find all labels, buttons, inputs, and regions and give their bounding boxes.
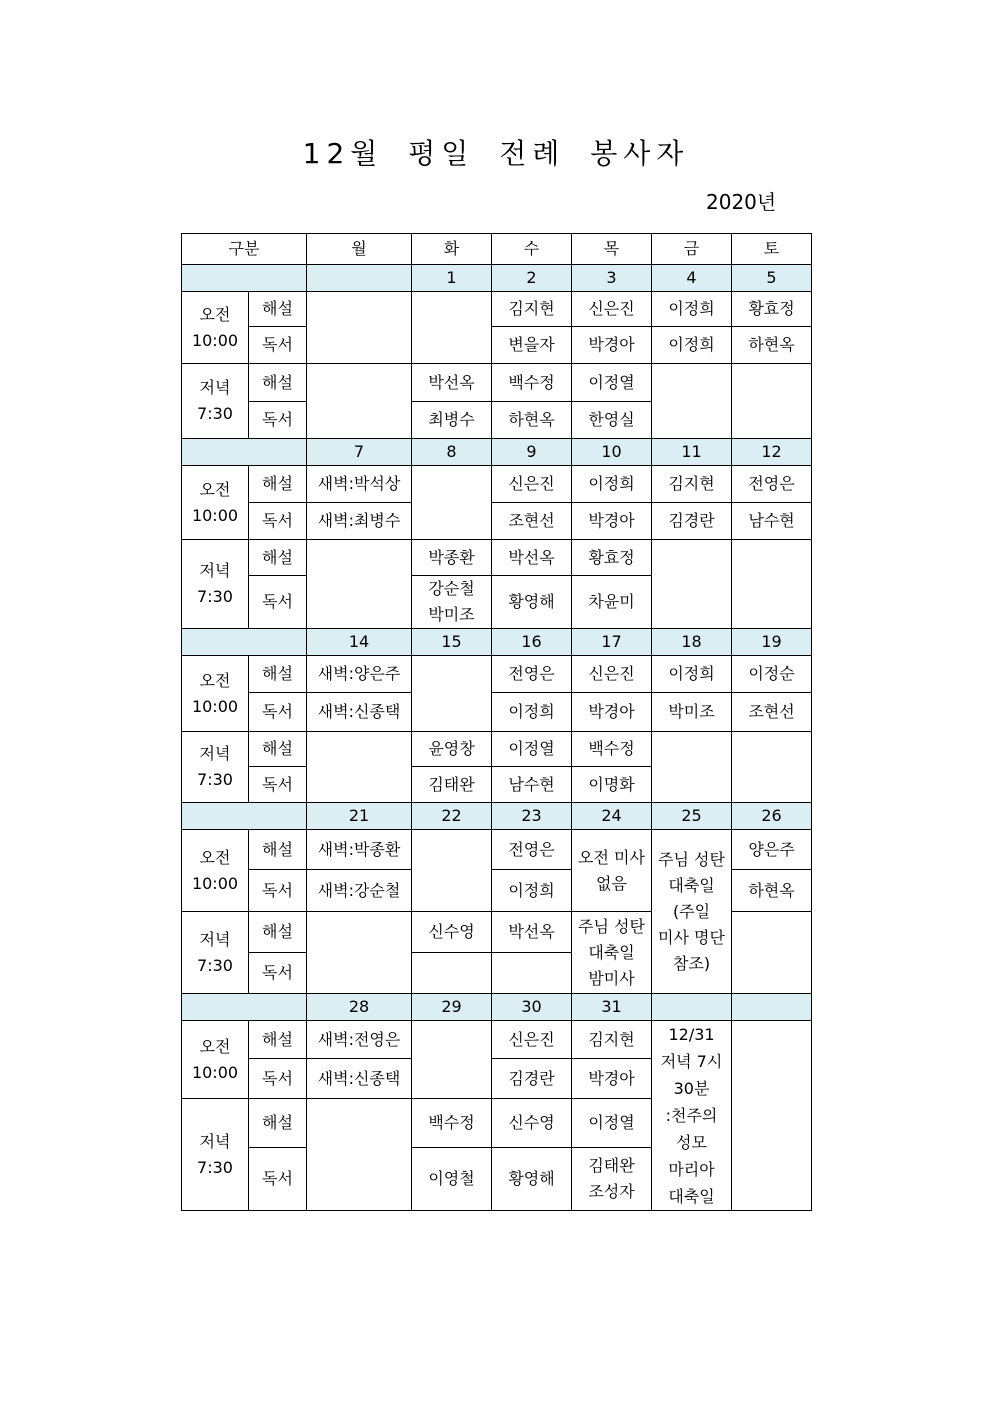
- volunteer-cell: 새벽:양은주: [307, 656, 412, 693]
- role-reading: 독서: [249, 1059, 307, 1099]
- volunteer-cell: [412, 656, 492, 732]
- date-cell: 24: [572, 803, 652, 830]
- date-cell: 26: [732, 803, 812, 830]
- volunteer-cell: 신수영: [412, 912, 492, 953]
- volunteer-cell: 새벽:전영은: [307, 1021, 412, 1059]
- volunteer-cell: 이정순: [732, 656, 812, 693]
- role-reading: 독서: [249, 576, 307, 629]
- volunteer-cell: 박미조: [652, 693, 732, 732]
- date-cell: [732, 994, 812, 1021]
- date-row: [182, 439, 812, 466]
- volunteer-cell: 하현옥: [732, 327, 812, 364]
- volunteer-cell: [732, 364, 812, 439]
- date-cell: 25: [652, 803, 732, 830]
- role-reading: 독서: [249, 953, 307, 994]
- volunteer-cell: [652, 732, 732, 803]
- morning-label: 오전 10:00: [182, 292, 249, 364]
- schedule-table: [181, 233, 812, 1211]
- table-row: [182, 327, 812, 364]
- volunteer-cell: [652, 540, 732, 629]
- volunteer-cell: 강순철 박미조: [412, 576, 492, 629]
- volunteer-cell: 전영은: [492, 656, 572, 693]
- evening-label: 저녁 7:30: [182, 912, 249, 994]
- date-row: [182, 803, 812, 830]
- volunteer-cell: 조현선: [492, 503, 572, 540]
- volunteer-cell: 박경아: [572, 327, 652, 364]
- volunteer-cell: 남수현: [492, 767, 572, 803]
- volunteer-cell: [732, 540, 812, 629]
- volunteer-cell: [412, 466, 492, 540]
- volunteer-cell: 최병수: [412, 402, 492, 439]
- header-thu: 목: [572, 234, 652, 265]
- volunteer-cell: 박선옥: [492, 540, 572, 576]
- date-cell: 31: [572, 994, 652, 1021]
- volunteer-cell: 이정희: [492, 870, 572, 912]
- header-fri: 금: [652, 234, 732, 265]
- volunteer-cell: 새벽:신종택: [307, 693, 412, 732]
- date-cell: 23: [492, 803, 572, 830]
- volunteer-cell: 신은진: [492, 1021, 572, 1059]
- date-cell: 28: [307, 994, 412, 1021]
- volunteer-cell: 신수영: [492, 1099, 572, 1148]
- note-cell: 12/31 저녁 7시 30분 :천주의 성모 마리아 대축일: [652, 1021, 732, 1211]
- role-commentary: 해설: [249, 912, 307, 953]
- volunteer-cell: 새벽:강순철: [307, 870, 412, 912]
- volunteer-cell: [412, 953, 492, 994]
- header-mon: 월: [307, 234, 412, 265]
- volunteer-cell: 김경란: [652, 503, 732, 540]
- volunteer-cell: 김태완: [412, 767, 492, 803]
- date-cell: 14: [307, 629, 412, 656]
- note-cell: 주님 성탄 대축일 밤미사: [572, 912, 652, 994]
- role-commentary: 해설: [249, 466, 307, 503]
- volunteer-cell: 이정희: [572, 466, 652, 503]
- volunteer-cell: 백수정: [492, 364, 572, 402]
- date-cell: 29: [412, 994, 492, 1021]
- volunteer-cell: 조현선: [732, 693, 812, 732]
- date-cell: 18: [652, 629, 732, 656]
- volunteer-cell: 김지현: [572, 1021, 652, 1059]
- volunteer-cell: [307, 912, 412, 994]
- volunteer-cell: 새벽:최병수: [307, 503, 412, 540]
- header-wed: 수: [492, 234, 572, 265]
- volunteer-cell: [492, 953, 572, 994]
- header-row: [182, 234, 812, 265]
- evening-label: 저녁 7:30: [182, 364, 249, 439]
- volunteer-cell: 신은진: [572, 292, 652, 327]
- volunteer-cell: 백수정: [572, 732, 652, 767]
- date-cell: 2: [492, 265, 572, 292]
- volunteer-cell: 이정희: [652, 292, 732, 327]
- volunteer-cell: 윤영창: [412, 732, 492, 767]
- volunteer-cell: 한영실: [572, 402, 652, 439]
- morning-label: 오전 10:00: [182, 830, 249, 912]
- volunteer-cell: [732, 732, 812, 803]
- volunteer-cell: [307, 540, 412, 629]
- volunteer-cell: 김경란: [492, 1059, 572, 1099]
- note-cell: 오전 미사 없음: [572, 830, 652, 912]
- volunteer-cell: 하현옥: [492, 402, 572, 439]
- role-reading: 독서: [249, 693, 307, 732]
- volunteer-cell: 박종환: [412, 540, 492, 576]
- volunteer-cell: 이정희: [652, 656, 732, 693]
- volunteer-cell: 전영은: [492, 830, 572, 870]
- volunteer-cell: 김태완 조성자: [572, 1148, 652, 1211]
- role-reading: 독서: [249, 327, 307, 364]
- table-row: [182, 503, 812, 540]
- volunteer-cell: [652, 364, 732, 439]
- volunteer-cell: 박경아: [572, 693, 652, 732]
- date-cell: 15: [412, 629, 492, 656]
- evening-label: 저녁 7:30: [182, 540, 249, 629]
- date-cell: 12: [732, 439, 812, 466]
- date-cell: 5: [732, 265, 812, 292]
- role-reading: 독서: [249, 1148, 307, 1211]
- volunteer-cell: [307, 1099, 412, 1211]
- role-commentary: 해설: [249, 732, 307, 767]
- role-commentary: 해설: [249, 656, 307, 693]
- table-row: [182, 656, 812, 693]
- date-cell: 21: [307, 803, 412, 830]
- volunteer-cell: 전영은: [732, 466, 812, 503]
- volunteer-cell: 신은진: [492, 466, 572, 503]
- table-row: [182, 1021, 812, 1059]
- role-commentary: 해설: [249, 292, 307, 327]
- date-cell: 3: [572, 265, 652, 292]
- date-cell: 19: [732, 629, 812, 656]
- volunteer-cell: 박경아: [572, 503, 652, 540]
- volunteer-cell: 김지현: [652, 466, 732, 503]
- role-reading: 독서: [249, 767, 307, 803]
- volunteer-cell: [307, 732, 412, 803]
- role-commentary: 해설: [249, 830, 307, 870]
- volunteer-cell: 황효정: [572, 540, 652, 576]
- volunteer-cell: 이정희: [492, 693, 572, 732]
- date-cell: 4: [652, 265, 732, 292]
- header-category: 구분: [182, 234, 307, 265]
- date-row: [182, 265, 812, 292]
- volunteer-cell: 박경아: [572, 1059, 652, 1099]
- volunteer-cell: [732, 912, 812, 994]
- volunteer-cell: 신은진: [572, 656, 652, 693]
- volunteer-cell: [307, 364, 412, 439]
- date-cell: 9: [492, 439, 572, 466]
- evening-label: 저녁 7:30: [182, 1099, 249, 1211]
- date-cell: 7: [307, 439, 412, 466]
- date-cell: 17: [572, 629, 652, 656]
- table-row: [182, 732, 812, 767]
- page-title: 12월 평일 전례 봉사자: [302, 137, 690, 170]
- volunteer-cell: 양은주: [732, 830, 812, 870]
- date-cell: 11: [652, 439, 732, 466]
- volunteer-cell: 백수정: [412, 1099, 492, 1148]
- volunteer-cell: 황영해: [492, 1148, 572, 1211]
- date-cell: 30: [492, 994, 572, 1021]
- volunteer-cell: 이정희: [652, 327, 732, 364]
- volunteer-cell: 이정열: [572, 364, 652, 402]
- date-cell: 8: [412, 439, 492, 466]
- volunteer-cell: 하현옥: [732, 870, 812, 912]
- date-cell: [307, 265, 412, 292]
- table-row: [182, 292, 812, 327]
- volunteer-cell: 새벽:박석상: [307, 466, 412, 503]
- date-cell: 1: [412, 265, 492, 292]
- volunteer-cell: [732, 1021, 812, 1211]
- volunteer-cell: 김지현: [492, 292, 572, 327]
- role-commentary: 해설: [249, 540, 307, 576]
- volunteer-cell: 새벽:박종환: [307, 830, 412, 870]
- volunteer-cell: [412, 292, 492, 364]
- volunteer-cell: 새벽:신종택: [307, 1059, 412, 1099]
- date-row: [182, 994, 812, 1021]
- role-reading: 독서: [249, 402, 307, 439]
- role-commentary: 해설: [249, 1099, 307, 1148]
- volunteer-cell: 황효정: [732, 292, 812, 327]
- date-cell: 10: [572, 439, 652, 466]
- table-row: [182, 466, 812, 503]
- volunteer-cell: [412, 830, 492, 912]
- role-commentary: 해설: [249, 364, 307, 402]
- volunteer-cell: 차윤미: [572, 576, 652, 629]
- date-row: [182, 629, 812, 656]
- volunteer-cell: 이정열: [492, 732, 572, 767]
- volunteer-cell: 변을자: [492, 327, 572, 364]
- date-cell: 22: [412, 803, 492, 830]
- note-cell: 주님 성탄 대축일 (주일 미사 명단 참조): [652, 830, 732, 994]
- table-row: [182, 540, 812, 576]
- evening-label: 저녁 7:30: [182, 732, 249, 803]
- volunteer-cell: 박선옥: [412, 364, 492, 402]
- role-reading: 독서: [249, 503, 307, 540]
- table-row: [182, 830, 812, 870]
- header-tue: 화: [412, 234, 492, 265]
- table-row: [182, 364, 812, 402]
- role-reading: 독서: [249, 870, 307, 912]
- morning-label: 오전 10:00: [182, 1021, 249, 1099]
- date-cell: [652, 994, 732, 1021]
- volunteer-cell: 이영철: [412, 1148, 492, 1211]
- header-sat: 토: [732, 234, 812, 265]
- volunteer-cell: [307, 292, 412, 364]
- role-commentary: 해설: [249, 1021, 307, 1059]
- year-label: 2020년: [706, 190, 777, 214]
- volunteer-cell: 황영해: [492, 576, 572, 629]
- date-cell: 16: [492, 629, 572, 656]
- volunteer-cell: 남수현: [732, 503, 812, 540]
- morning-label: 오전 10:00: [182, 466, 249, 540]
- volunteer-cell: [412, 1021, 492, 1099]
- volunteer-cell: 박선옥: [492, 912, 572, 953]
- volunteer-cell: 이정열: [572, 1099, 652, 1148]
- morning-label: 오전 10:00: [182, 656, 249, 732]
- volunteer-cell: 이명화: [572, 767, 652, 803]
- table-row: [182, 693, 812, 732]
